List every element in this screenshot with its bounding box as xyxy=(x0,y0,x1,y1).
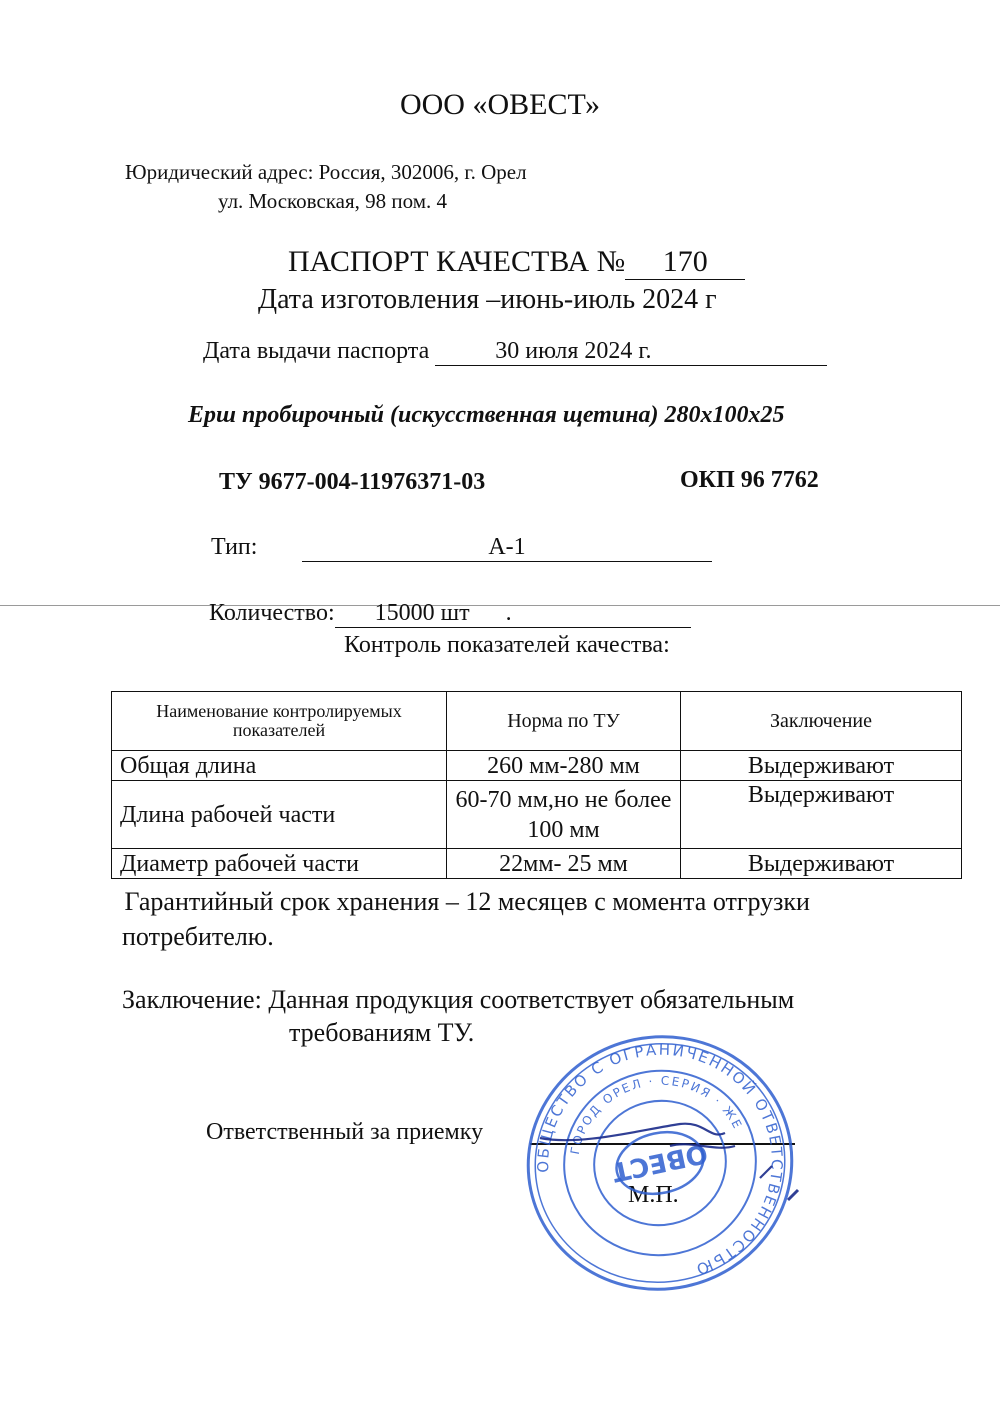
svg-text:ГОРОД ОРЕЛ · СЕРИЯ · ЖЕ: ГОРОД ОРЕЛ · СЕРИЯ · ЖЕ xyxy=(567,1073,746,1156)
conclusion-line-2: требованиям ТУ. xyxy=(289,1018,475,1047)
quality-table xyxy=(111,691,962,879)
manufacture-date: Дата изготовления –июнь-июль 2024 г xyxy=(258,284,717,315)
tu-code: ТУ 9677-004-11976371-03 xyxy=(219,469,486,495)
table-row xyxy=(112,849,962,879)
row-norm: 60-70 мм,но не более 100 мм xyxy=(447,781,681,849)
column-header-name: Наименование контролируемых показателей xyxy=(112,692,447,751)
mp-label: М.П. xyxy=(628,1182,679,1208)
column-header-result: Заключение xyxy=(681,692,962,751)
passport-title xyxy=(288,245,745,280)
okp-code: ОКП 96 7762 xyxy=(680,467,819,493)
warranty-line-1: Гарантийный срок хранения – 12 месяцев с момента отгрузки xyxy=(118,887,810,916)
type-value: А-1 xyxy=(302,534,712,562)
quantity-row xyxy=(209,600,691,628)
conclusion-line-1: Заключение: Данная продукция соответствует обязательным xyxy=(122,985,795,1014)
quantity-value-field xyxy=(335,600,691,628)
type-value-field xyxy=(302,534,712,562)
quality-heading: Контроль показателей качества: xyxy=(344,632,670,658)
table-row xyxy=(112,751,962,781)
address-line-1: Юридический адрес: Россия, 302006, г. Орел xyxy=(125,160,527,184)
quality-table-header xyxy=(112,692,962,751)
company-seal-stamp xyxy=(520,1028,800,1298)
issue-date-row xyxy=(203,338,827,366)
svg-text:ОБЩЕСТВО С ОГРАНИЧЕННОЙ ОТВЕТС: ОБЩЕСТВО С ОГРАНИЧЕННОЙ ОТВЕТСТВЕННОСТЬЮ xyxy=(534,1040,786,1280)
table-row xyxy=(112,781,962,849)
row-name: Общая длина xyxy=(112,751,447,781)
address-line-2: ул. Московская, 98 пом. 4 xyxy=(218,189,448,213)
row-name: Длина рабочей части xyxy=(112,781,447,849)
column-header-norm: Норма по ТУ xyxy=(447,692,681,751)
row-result: Выдерживают xyxy=(681,751,962,781)
row-result: Выдерживают xyxy=(681,849,962,879)
passport-title-text: ПАСПОРТ КАЧЕСТВА № xyxy=(288,245,626,278)
issue-date-value xyxy=(435,338,827,366)
row-result: Выдерживают xyxy=(681,781,962,849)
company-name: ООО «ОВЕСТ» xyxy=(399,88,601,121)
passport-number: 170 xyxy=(625,245,745,280)
product-name: Ерш пробирочный (искусственная щетина) 280х100х25 xyxy=(188,402,785,428)
type-label: Тип: xyxy=(211,534,258,560)
row-norm: 260 мм-280 мм xyxy=(447,751,681,781)
issue-date-label: Дата выдачи паспорта xyxy=(203,338,430,364)
row-norm: 22мм- 25 мм xyxy=(447,849,681,879)
quantity-label: Количество: xyxy=(209,600,335,626)
warranty-line-2: потребителю. xyxy=(122,922,274,951)
issue-date-text: 30 июля 2024 г. xyxy=(495,338,652,364)
quantity-value: 15000 шт . xyxy=(374,600,512,626)
svg-text:ОВЕСТ: ОВЕСТ xyxy=(609,1137,711,1187)
responsible-label: Ответственный за приемку xyxy=(206,1119,484,1145)
row-name: Диаметр рабочей части xyxy=(112,849,447,879)
